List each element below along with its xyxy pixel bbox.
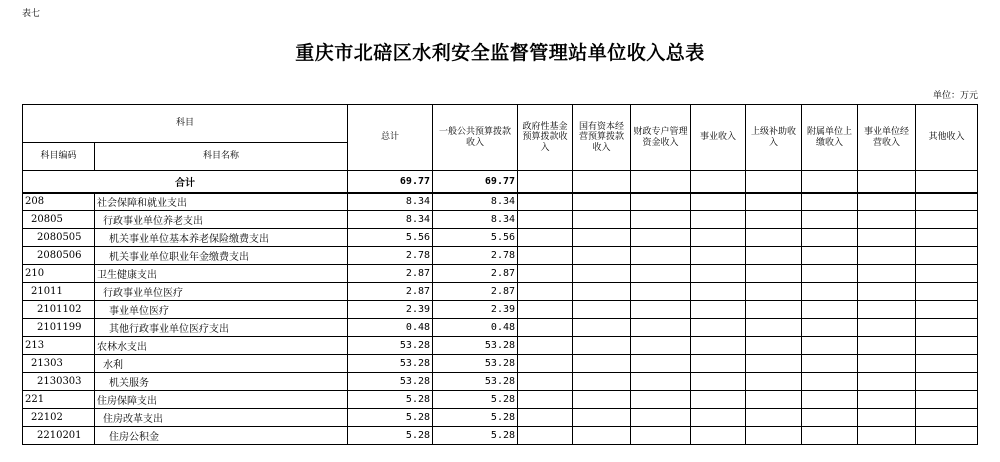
empty-cell: [746, 193, 802, 211]
empty-cell: [858, 265, 916, 283]
empty-cell: [518, 265, 573, 283]
table-row: [23, 283, 978, 301]
empty-cell: [746, 409, 802, 427]
general-budget-amount: 8.34: [433, 211, 518, 229]
empty-cell: [631, 427, 691, 445]
empty-cell: [916, 337, 978, 355]
empty-cell: [691, 193, 746, 211]
header-state-capital: 国有资本经营预算拨款收入: [573, 105, 631, 171]
empty-cell: [858, 373, 916, 391]
empty-cell: [746, 211, 802, 229]
total-amount: 8.34: [348, 193, 433, 211]
empty-cell: [518, 409, 573, 427]
header-subject-code: 科目编码: [23, 143, 95, 171]
empty-cell: [631, 283, 691, 301]
header-subject: 科目: [23, 105, 348, 143]
empty-cell: [691, 171, 746, 193]
subject-name: 机关服务: [95, 373, 348, 391]
empty-cell: [518, 319, 573, 337]
empty-cell: [746, 283, 802, 301]
empty-cell: [573, 427, 631, 445]
empty-cell: [746, 265, 802, 283]
empty-cell: [573, 337, 631, 355]
total-amount: 5.28: [348, 427, 433, 445]
empty-cell: [518, 373, 573, 391]
empty-cell: [916, 171, 978, 193]
header-fiscal-special: 财政专户管理资金收入: [631, 105, 691, 171]
empty-cell: [573, 391, 631, 409]
general-budget-amount: 5.28: [433, 427, 518, 445]
header-subject-name: 科目名称: [95, 143, 348, 171]
total-amount: 5.28: [348, 391, 433, 409]
empty-cell: [858, 427, 916, 445]
empty-cell: [802, 427, 858, 445]
total-amount: 5.28: [348, 409, 433, 427]
header-other-income: 其他收入: [916, 105, 978, 171]
empty-cell: [691, 409, 746, 427]
empty-cell: [573, 193, 631, 211]
empty-cell: [631, 373, 691, 391]
subject-name: 农林水支出: [95, 337, 348, 355]
empty-cell: [746, 355, 802, 373]
empty-cell: [916, 283, 978, 301]
total-amount: 8.34: [348, 211, 433, 229]
empty-cell: [802, 171, 858, 193]
empty-cell: [518, 355, 573, 373]
empty-cell: [802, 373, 858, 391]
total-amount: 0.48: [348, 319, 433, 337]
total-amount: 5.56: [348, 229, 433, 247]
empty-cell: [631, 193, 691, 211]
subject-code: 2210201: [23, 427, 95, 445]
empty-cell: [691, 391, 746, 409]
empty-cell: [631, 355, 691, 373]
empty-cell: [916, 355, 978, 373]
empty-cell: [746, 337, 802, 355]
subject-name: 其他行政事业单位医疗支出: [95, 319, 348, 337]
empty-cell: [518, 193, 573, 211]
general-budget-amount: 53.28: [433, 373, 518, 391]
empty-cell: [916, 265, 978, 283]
empty-cell: [746, 247, 802, 265]
empty-cell: [631, 319, 691, 337]
subject-code: 20805: [23, 211, 95, 229]
empty-cell: [858, 193, 916, 211]
empty-cell: [573, 409, 631, 427]
subject-name: 行政事业单位养老支出: [95, 211, 348, 229]
empty-cell: [802, 229, 858, 247]
header-business-income: 事业收入: [691, 105, 746, 171]
table-row: [23, 247, 978, 265]
empty-cell: [746, 301, 802, 319]
general-budget-amount: 0.48: [433, 319, 518, 337]
empty-cell: [691, 247, 746, 265]
empty-cell: [802, 301, 858, 319]
empty-cell: [573, 301, 631, 319]
subject-code: 21303: [23, 355, 95, 373]
empty-cell: [916, 409, 978, 427]
subject-code: 213: [23, 337, 95, 355]
empty-cell: [518, 171, 573, 193]
empty-cell: [631, 171, 691, 193]
income-summary-table: [22, 104, 978, 445]
empty-cell: [746, 391, 802, 409]
empty-cell: [631, 409, 691, 427]
empty-cell: [746, 319, 802, 337]
empty-cell: [573, 211, 631, 229]
empty-cell: [573, 373, 631, 391]
general-budget-amount: 8.34: [433, 193, 518, 211]
total-general-amount: 69.77: [433, 171, 518, 193]
subject-name: 卫生健康支出: [95, 265, 348, 283]
subject-code: 2101199: [23, 319, 95, 337]
general-budget-amount: 2.39: [433, 301, 518, 319]
total-amount: 53.28: [348, 355, 433, 373]
table-number: 表七: [22, 9, 41, 19]
empty-cell: [802, 211, 858, 229]
empty-cell: [518, 247, 573, 265]
general-budget-amount: 2.78: [433, 247, 518, 265]
empty-cell: [858, 337, 916, 355]
subject-name: 住房公积金: [95, 427, 348, 445]
empty-cell: [802, 247, 858, 265]
empty-cell: [858, 283, 916, 301]
header-gov-fund: 政府性基金预算拨款收入: [518, 105, 573, 171]
general-budget-amount: 53.28: [433, 337, 518, 355]
subject-name: 机关事业单位基本养老保险缴费支出: [95, 229, 348, 247]
empty-cell: [631, 391, 691, 409]
empty-cell: [802, 283, 858, 301]
empty-cell: [916, 229, 978, 247]
general-budget-amount: 5.56: [433, 229, 518, 247]
table-row: [23, 265, 978, 283]
empty-cell: [916, 211, 978, 229]
empty-cell: [746, 229, 802, 247]
empty-cell: [802, 319, 858, 337]
total-amount: 53.28: [348, 373, 433, 391]
general-budget-amount: 53.28: [433, 355, 518, 373]
empty-cell: [518, 301, 573, 319]
empty-cell: [858, 247, 916, 265]
unit-label: 单位：万元: [932, 91, 978, 101]
total-row: [23, 171, 978, 193]
empty-cell: [631, 229, 691, 247]
empty-cell: [916, 373, 978, 391]
table-row: [23, 319, 978, 337]
empty-cell: [916, 193, 978, 211]
subject-name: 住房保障支出: [95, 391, 348, 409]
header-total: 总计: [348, 105, 433, 171]
empty-cell: [518, 391, 573, 409]
empty-cell: [746, 171, 802, 193]
header-affiliated-income: 附属单位上缴收入: [802, 105, 858, 171]
empty-cell: [573, 319, 631, 337]
empty-cell: [573, 355, 631, 373]
empty-cell: [518, 283, 573, 301]
total-amount: 2.87: [348, 283, 433, 301]
empty-cell: [916, 301, 978, 319]
subject-code: 2080506: [23, 247, 95, 265]
subject-name: 住房改革支出: [95, 409, 348, 427]
empty-cell: [858, 211, 916, 229]
empty-cell: [631, 247, 691, 265]
empty-cell: [916, 391, 978, 409]
empty-cell: [858, 229, 916, 247]
empty-cell: [746, 427, 802, 445]
page-title: 重庆市北碚区水利安全监督管理站单位收入总表: [295, 42, 705, 64]
table-row: [23, 211, 978, 229]
table-row: [23, 301, 978, 319]
total-amount: 2.39: [348, 301, 433, 319]
empty-cell: [916, 427, 978, 445]
subject-code: 221: [23, 391, 95, 409]
empty-cell: [802, 265, 858, 283]
empty-cell: [858, 171, 916, 193]
empty-cell: [746, 373, 802, 391]
empty-cell: [691, 373, 746, 391]
subject-code: 208: [23, 193, 95, 211]
subject-name: 社会保障和就业支出: [95, 193, 348, 211]
table-row: [23, 337, 978, 355]
empty-cell: [858, 319, 916, 337]
empty-cell: [802, 391, 858, 409]
subject-code: 22102: [23, 409, 95, 427]
table-row: [23, 355, 978, 373]
empty-cell: [573, 265, 631, 283]
general-budget-amount: 2.87: [433, 265, 518, 283]
table-row: [23, 409, 978, 427]
empty-cell: [802, 337, 858, 355]
subject-code: 2101102: [23, 301, 95, 319]
table-row: [23, 229, 978, 247]
total-amount: 2.87: [348, 265, 433, 283]
empty-cell: [916, 247, 978, 265]
empty-cell: [691, 337, 746, 355]
empty-cell: [631, 211, 691, 229]
header-general-budget: 一般公共预算拨款收入: [433, 105, 518, 171]
table-row: [23, 391, 978, 409]
subject-name: 事业单位医疗: [95, 301, 348, 319]
general-budget-amount: 2.87: [433, 283, 518, 301]
general-budget-amount: 5.28: [433, 409, 518, 427]
empty-cell: [573, 283, 631, 301]
empty-cell: [916, 319, 978, 337]
empty-cell: [631, 337, 691, 355]
total-amount: 69.77: [348, 171, 433, 193]
subject-code: 210: [23, 265, 95, 283]
subject-name: 行政事业单位医疗: [95, 283, 348, 301]
empty-cell: [691, 319, 746, 337]
empty-cell: [858, 355, 916, 373]
total-label: 合计: [23, 171, 348, 193]
header-operating-income: 事业单位经营收入: [858, 105, 916, 171]
empty-cell: [691, 301, 746, 319]
empty-cell: [802, 193, 858, 211]
empty-cell: [802, 409, 858, 427]
empty-cell: [858, 409, 916, 427]
empty-cell: [858, 301, 916, 319]
empty-cell: [858, 391, 916, 409]
empty-cell: [691, 265, 746, 283]
subject-name: 水利: [95, 355, 348, 373]
subject-code: 2130303: [23, 373, 95, 391]
empty-cell: [691, 211, 746, 229]
subject-code: 2080505: [23, 229, 95, 247]
empty-cell: [802, 355, 858, 373]
total-amount: 53.28: [348, 337, 433, 355]
empty-cell: [518, 229, 573, 247]
empty-cell: [518, 337, 573, 355]
empty-cell: [691, 355, 746, 373]
empty-cell: [518, 427, 573, 445]
total-amount: 2.78: [348, 247, 433, 265]
empty-cell: [691, 229, 746, 247]
empty-cell: [691, 427, 746, 445]
header-superior-subsidy: 上级补助收入: [746, 105, 802, 171]
table-row: [23, 193, 978, 211]
empty-cell: [573, 229, 631, 247]
table-row: [23, 427, 978, 445]
general-budget-amount: 5.28: [433, 391, 518, 409]
table-row: [23, 373, 978, 391]
empty-cell: [518, 211, 573, 229]
empty-cell: [631, 265, 691, 283]
empty-cell: [573, 171, 631, 193]
subject-code: 21011: [23, 283, 95, 301]
subject-name: 机关事业单位职业年金缴费支出: [95, 247, 348, 265]
empty-cell: [691, 283, 746, 301]
empty-cell: [573, 247, 631, 265]
empty-cell: [631, 301, 691, 319]
